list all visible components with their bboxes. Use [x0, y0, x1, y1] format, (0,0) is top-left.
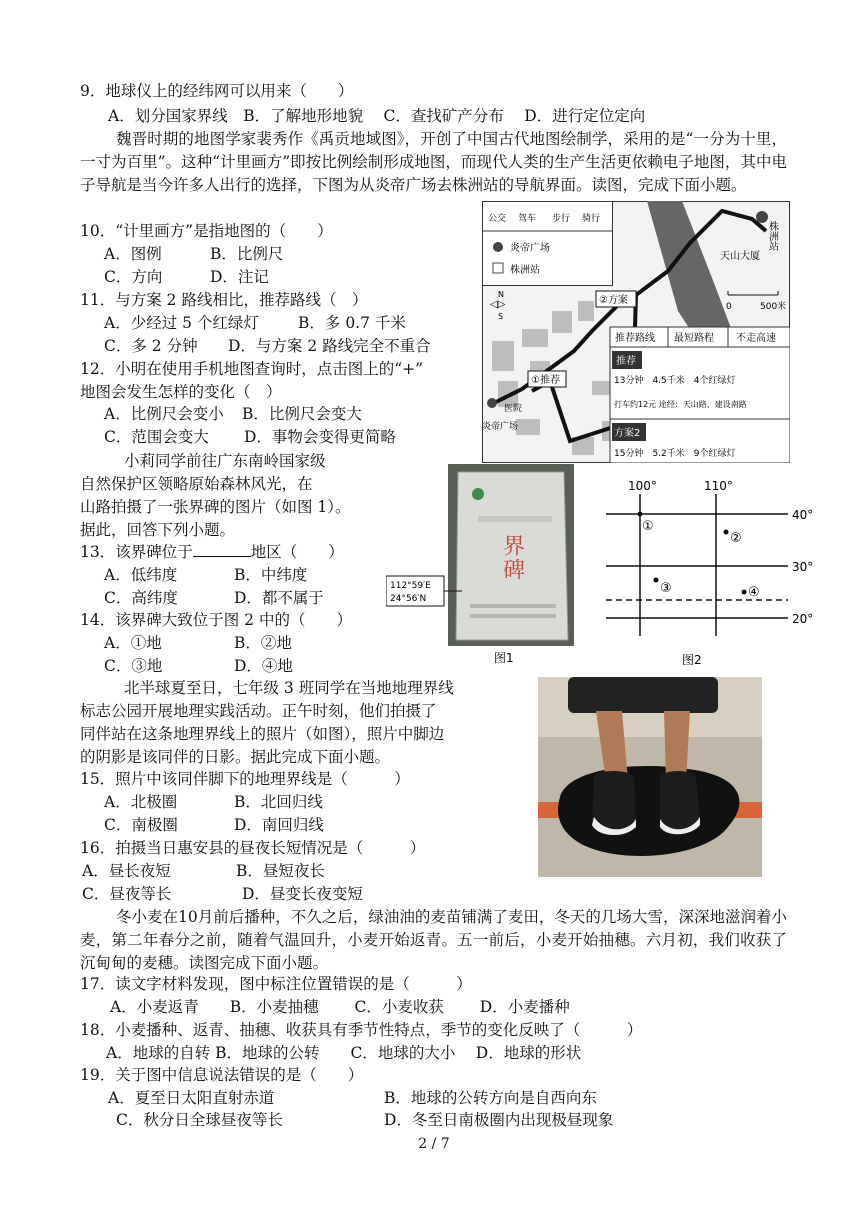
q19-option-b: B．地球的公转方向是自西向东	[384, 1089, 597, 1107]
q13-stem-b: 地区（ ）	[250, 543, 344, 561]
compass-icon: ◁▷	[490, 299, 506, 310]
recommend-map-label: ①推荐	[531, 375, 560, 386]
q11-option-c: C．多 2 分钟	[104, 337, 198, 355]
q15-option-d: D．南回归线	[234, 816, 324, 834]
q12-option-a: A．比例尺会变小	[104, 405, 224, 423]
map-mode-bike[interactable]: 骑行	[582, 214, 601, 224]
q13-option-b: B．中纬度	[234, 566, 308, 584]
q10-option-c: C．方向	[104, 268, 163, 286]
q13-stem-a: 13．该界碑位于	[80, 543, 193, 561]
plan2-map-label: ②方案	[599, 295, 628, 306]
hospital-label: 医院	[504, 404, 523, 414]
q12-stem: 12．小明在使用手机地图查询时，点击图上的“+”	[80, 360, 424, 378]
navigation-map-figure	[482, 201, 790, 463]
q12-option-d: D．事物会变得更简略	[244, 428, 396, 446]
q14-option-c: C．③地	[104, 657, 163, 675]
q16-stem: 16．拍摄当日惠安县的昼夜长短情况是（ ）	[80, 839, 426, 857]
q14-option-b: B．②地	[234, 634, 292, 652]
q17-options: A．小麦返青 B．小麦抽穗 C．小麦收获 D．小麦播种	[110, 998, 570, 1016]
compass-n: N	[498, 290, 504, 299]
q16-option-d: D．昼变长夜变短	[242, 885, 363, 903]
q13-stem	[80, 542, 344, 562]
q17-stem: 17．读文字材料发现，图中标注位置错误的是（ ）	[80, 975, 472, 993]
q12-stem-2: 地图会发生怎样的变化（ ）	[80, 383, 282, 401]
q11-option-a: A．少经过 5 个红绿灯	[104, 314, 259, 332]
q18-stem: 18．小麦播种、返青、抽穗、收获具有季节性特点，季节的变化反映了（ ）	[80, 1021, 643, 1039]
passage-photo-line-2: 标志公园开展地理实践活动。正午时刻，他们拍摄了	[80, 702, 437, 720]
plan2-info: 15分钟 5.2千米 9个红绿灯	[614, 449, 736, 459]
q9-options: A．划分国家界线 B．了解地形地貌 C．查找矿产分布 D．进行定位定向	[108, 107, 646, 125]
q10-option-a: A．图例	[104, 245, 162, 263]
q14-stem: 14．该界碑大致位于图 2 中的（ ）	[80, 611, 352, 629]
figure-1-caption: 图1	[494, 651, 514, 665]
map-dest-label: 株洲站	[766, 221, 778, 251]
q14-option-d: D．④地	[234, 657, 293, 675]
q15-option-c: C．南极圈	[104, 816, 178, 834]
q16-option-a: A．昼长夜短	[82, 862, 171, 880]
passage-stone-line-3: 山路拍摄了一张界碑的图片（如图 1）。	[80, 498, 351, 516]
passage-stone-line-2: 自然保护区领略原始森林风光，在	[80, 475, 313, 493]
q14-option-a: A．①地	[104, 634, 162, 652]
shorts	[568, 677, 718, 713]
map-to: 株洲站	[510, 265, 540, 276]
stone-coord-lat: 24°56′N	[390, 594, 427, 604]
q19-option-d: D．冬至日南极圈内出现极昼现象	[384, 1111, 614, 1129]
origin-map-pin-icon	[487, 398, 497, 408]
lon-label-110: 110°	[704, 479, 733, 493]
lat-label-20: 20°	[792, 612, 814, 626]
grid-point-1: ①	[642, 519, 654, 534]
map-from: 炎帝广场	[510, 243, 550, 254]
tab-recommended[interactable]: 推荐路线	[615, 333, 655, 344]
lat-label-40: 40°	[792, 508, 814, 522]
scale-zero: 0	[726, 302, 732, 312]
q16-option-b: B．昼短夜长	[236, 862, 325, 880]
q11-option-d: D．与方案 2 路线完全不重合	[228, 337, 431, 355]
q13-blank	[193, 542, 251, 557]
q9-stem: 9．地球仪上的经纬网可以用来（ ）	[80, 82, 354, 100]
passage-photo-line-4: 的阴影是该同伴的日影。据此完成下面小题。	[80, 748, 391, 766]
grid-point-4: ④	[748, 585, 760, 600]
lat-label-30: 30°	[792, 560, 814, 574]
q13-option-d: D．都不属于	[234, 589, 324, 607]
map-mode-drive[interactable]: 驾车	[518, 214, 537, 224]
figure-2-caption: 图2	[682, 653, 702, 667]
map-mode-bus[interactable]: 公交	[488, 214, 507, 224]
passage-wheat: 冬小麦在10月前后播种，不久之后，绿油油的麦苗铺满了麦田，冬天的几场大雪，深深地滋润着小麦，第二年春分之前，随着气温回升，小麦开始返青。五一前后，小麦开始抽穗。六月初，我们收获了沉甸甸的麦穗。读图完成下面小题。	[80, 908, 787, 972]
q11-option-b: B．多 0.7 千米	[298, 314, 406, 332]
tab-no-highway[interactable]: 不走高速	[736, 333, 776, 344]
map-mode-walk[interactable]: 步行	[552, 214, 571, 224]
lat-lon-grid-figure	[600, 476, 822, 668]
tab-shortest[interactable]: 最短路程	[674, 333, 714, 344]
recommend-extra: 打车约12元 途经：天山路、建设南路	[614, 400, 747, 409]
q10-option-d: D．注记	[210, 268, 269, 286]
passage-stone-line-1: 小莉同学前往广东南岭国家级	[124, 452, 326, 470]
q10-stem: 10．“计里画方”是指地图的（ ）	[80, 222, 333, 240]
boundary-stone-figure	[386, 464, 578, 668]
q18-options: A．地球的自转 B．地球的公转 C．地球的大小 D．地球的形状	[106, 1044, 582, 1062]
q13-option-a: A．低纬度	[104, 566, 178, 584]
scale-length: 500米	[760, 302, 787, 312]
q19-stem: 19．关于图中信息说法错误的是（ ）	[80, 1066, 364, 1084]
recommend-info: 13分钟 4.5千米 4个红绿灯	[614, 376, 736, 386]
grid-point-2: ②	[730, 531, 742, 546]
q15-option-a: A．北极圈	[104, 793, 178, 811]
plan2-title: 方案2	[614, 428, 641, 439]
page-number: 2 / 7	[418, 1136, 450, 1152]
origin-label: 炎帝广场	[482, 422, 519, 432]
passage-photo-line-1: 北半球夏至日，七年级 3 班同学在当地地理界线	[124, 679, 454, 697]
q16-option-c: C．昼夜等长	[82, 885, 172, 903]
lon-label-100: 100°	[628, 479, 657, 493]
q15-option-b: B．北回归线	[234, 793, 323, 811]
q15-stem: 15．照片中该同伴脚下的地理界线是（ ）	[80, 770, 410, 788]
passage-stone-line-4: 据此，回答下列小题。	[80, 521, 236, 539]
passage-photo-line-3: 同伴站在这条地理界线上的照片（如图），照片中脚边	[80, 725, 445, 743]
stone-coord-lon: 112°59′E	[390, 581, 431, 591]
q19-option-c: C．秋分日全球昼夜等长	[116, 1111, 283, 1129]
map-building: 天山大厦	[720, 251, 760, 262]
reserve-logo-icon	[472, 488, 484, 500]
recommend-title: 推荐	[616, 356, 636, 367]
boundary-line-photo	[538, 677, 762, 877]
q12-option-c: C．范围会变大	[104, 428, 209, 446]
compass-s: S	[498, 312, 504, 321]
q13-option-c: C．高纬度	[104, 589, 178, 607]
q11-stem: 11．与方案 2 路线相比，推荐路线（ ）	[80, 291, 368, 309]
stone-characters: 界碑	[499, 534, 525, 582]
q19-option-a: A．夏至日太阳直射赤道	[108, 1089, 275, 1107]
q10-option-b: B．比例尺	[210, 245, 284, 263]
q12-option-b: B．比例尺会变大	[242, 405, 362, 423]
grid-point-3: ③	[660, 581, 672, 596]
passage-map: 魏晋时期的地图学家裴秀作《禹贡地域图》，开创了中国古代地图绘制学，采用的是“一分为十里，一寸为百里”。这种“计里画方”即按比例绘制形成地图，而现代人类的生产生活更依赖电子地图，其中电子导航是当今许多人出行的选择，下图为从炎帝广场去株洲站的导航界面。读图，完成下面小题。	[80, 130, 787, 194]
origin-pin-icon	[493, 242, 503, 252]
